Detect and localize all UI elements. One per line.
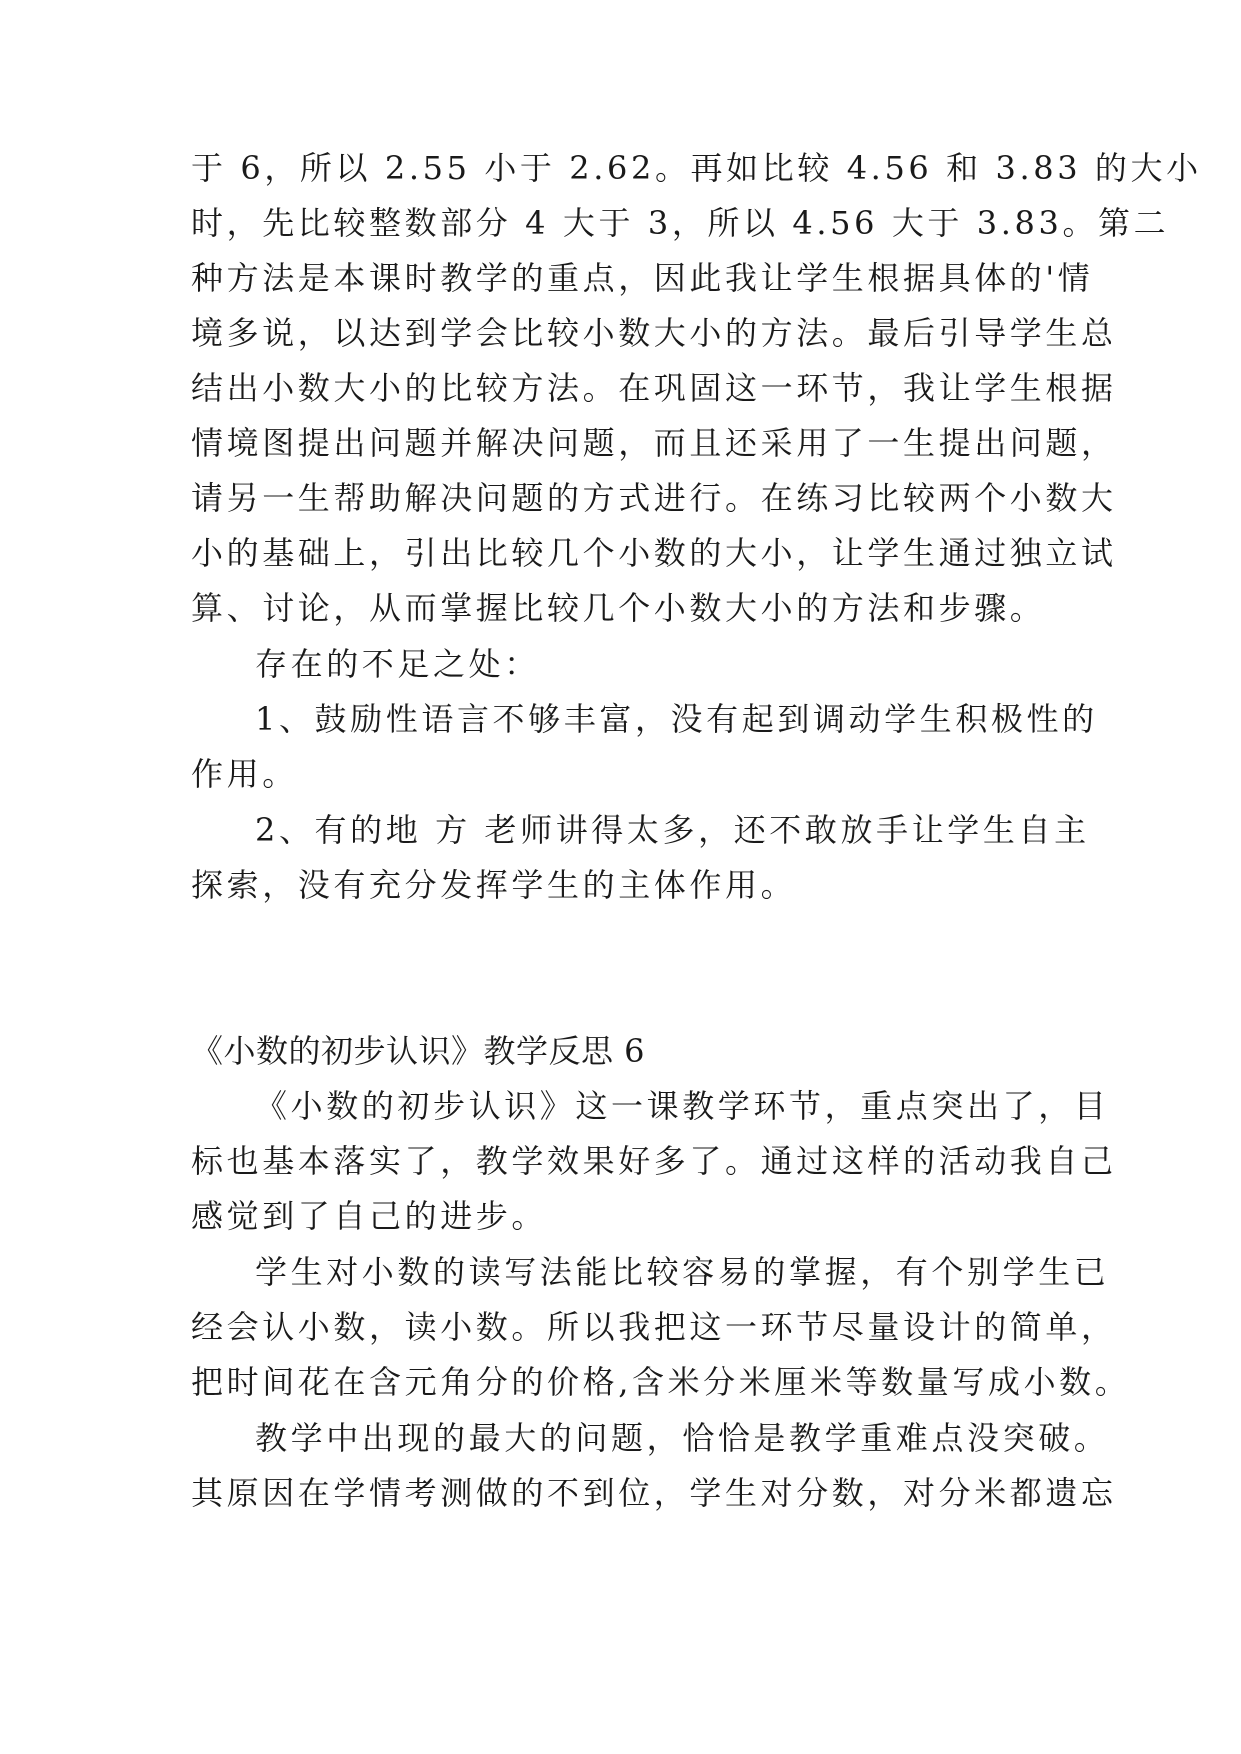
text-line: 探索，没有充分发挥学生的主体作用。 (191, 866, 797, 904)
text-line: 小的基础上，引出比较几个小数的大小，让学生通过独立试 (191, 534, 1117, 572)
text-line: 1、鼓励性语言不够丰富，没有起到调动学生积极性的 (255, 700, 1098, 738)
text-line: 2、有的地 方 老师讲得太多，还不敢放手让学生自主 (255, 811, 1090, 849)
text-line: 感觉到了自己的进步。 (191, 1197, 548, 1235)
text-line: 经会认小数，读小数。所以我把这一环节尽量设计的简单， (191, 1308, 1117, 1346)
text-line: 结出小数大小的比较方法。在巩固这一环节，我让学生根据 (191, 369, 1117, 407)
text-line: 作用。 (191, 755, 298, 793)
text-line: 标也基本落实了，教学效果好多了。通过这样的活动我自己 (191, 1142, 1117, 1180)
text-line: 情境图提出问题并解决问题，而且还采用了一生提出问题， (191, 424, 1117, 462)
text-line: 把时间花在含元角分的价格,含米分米厘米等数量写成小数。 (191, 1363, 1131, 1401)
text-line: 于 6，所以 2.55 小于 2.62。再如比较 4.56 和 3.83 的大小 (191, 149, 1202, 187)
text-line: 境多说，以达到学会比较小数大小的方法。最后引导学生总 (191, 314, 1117, 352)
text-line: 时，先比较整数部分 4 大于 3，所以 4.56 大于 3.83。第二 (191, 204, 1170, 242)
text-line: 其原因在学情考测做的不到位，学生对分数，对分米都遗忘 (191, 1474, 1117, 1512)
text-line: 算、讨论，从而掌握比较几个小数大小的方法和步骤。 (191, 589, 1046, 627)
text-line: 《小数的初步认识》这一课教学环节，重点突出了，目 (255, 1087, 1110, 1125)
section-title: 《小数的初步认识》教学反思 6 (191, 1032, 646, 1070)
text-line: 学生对小数的读写法能比较容易的掌握，有个别学生已 (255, 1253, 1110, 1291)
text-line: 存在的不足之处： (255, 645, 540, 683)
text-line: 请另一生帮助解决问题的方式进行。在练习比较两个小数大 (191, 479, 1117, 517)
text-line: 种方法是本课时教学的重点，因此我让学生根据具体的'情 (191, 259, 1094, 297)
text-line: 教学中出现的最大的问题，恰恰是教学重难点没突破。 (255, 1419, 1110, 1457)
